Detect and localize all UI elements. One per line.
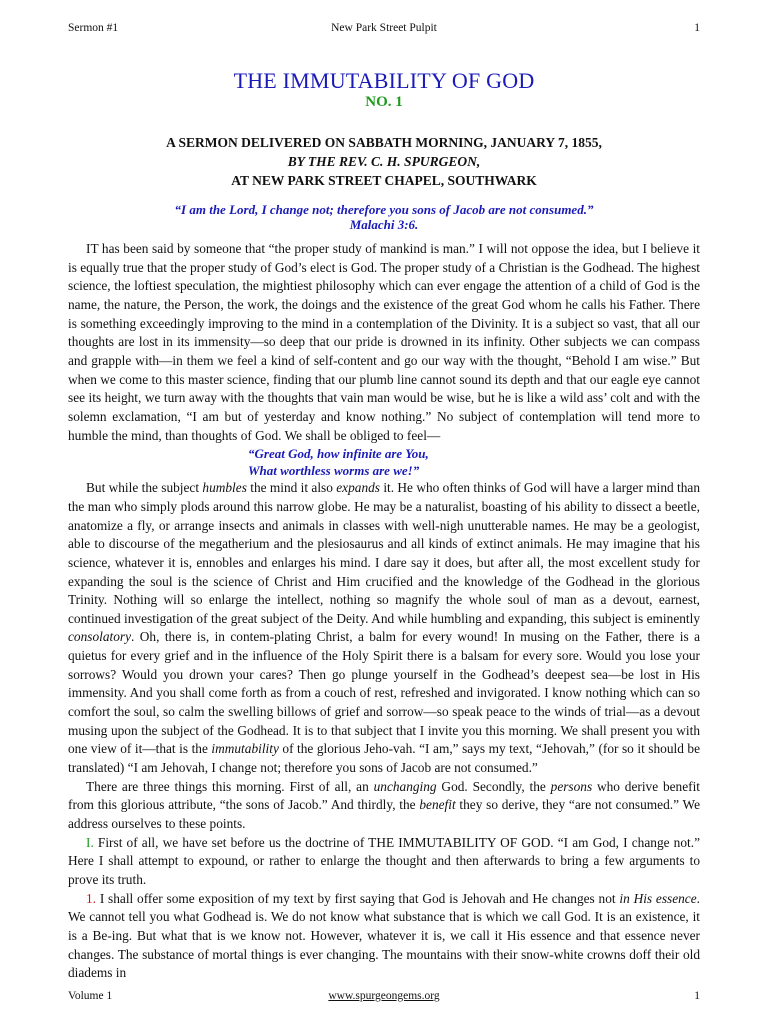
sermon-title: THE IMMUTABILITY OF GOD	[233, 68, 535, 93]
paragraph-2	[68, 479, 700, 778]
emphasis-essence: in His essence	[619, 890, 697, 906]
section-marker-roman: I.	[86, 834, 94, 850]
text-run: There are three things this morning. First of all, an	[86, 778, 374, 794]
running-header	[68, 22, 700, 38]
text-run: . Oh, there is, in contem-plating Christ, a balm for every wound! In musing on the Father, there is a quietus for every grief and in the influence of the Holy Spirit there is a balsam for every sore. Would you lose your sorrows? Would you drown your cares? Then go plunge yourself in the Godhead’s deepest sea—be lost in His immensity. And you shall come forth as from a couch of rest, refreshed and invigorated. I know nothing which can so comfort the soul, so calm the swelling billows of grief and sorrow—so speak peace to the winds of trial—as a devout musing upon the subject of the Godhead. It is to that subject that I invite you this morning. We shall present you with one view of it—that is the	[68, 629, 700, 757]
emphasis-expands: expands	[336, 480, 380, 496]
text-run: First of all, we have set before us the doctrine of THE IMMUTABILITY OF GOD. “I am God, I change not.” Here I shall attempt to expound, or rather to enlarge the thought and then afterwards to bring a few arguments to prove its truth.	[68, 834, 700, 887]
delivery-location: AT NEW PARK STREET CHAPEL, SOUTHWARK	[231, 173, 537, 188]
text-run: I shall offer some exposition of my text by first saying that God is Jehovah and He changes not	[96, 890, 620, 906]
poem-line-1: “Great God, how infinite are You,	[248, 446, 429, 462]
running-footer	[68, 990, 700, 1006]
text-run: . We cannot tell you what Godhead is. We do not know what substance that is which we call God. It is an existence, it is a Be-ing. But what that is we know not. However, whatever it is, we call it His essence and that essence never changes. The substance of mortal things is ever changing. The mountains with their snow-white crowns doff their old diadems in	[68, 890, 700, 981]
footer-volume: Volume 1	[68, 990, 113, 1002]
text-run: who derive benefit from this glorious attribute, “the sons of Jacob.” And thirdly, the	[68, 778, 700, 813]
header-publication: New Park Street Pulpit	[331, 22, 437, 34]
sermon-body	[68, 240, 700, 983]
footer-page-number: 1	[694, 990, 700, 1002]
sermon-number: NO. 1	[365, 94, 403, 110]
scripture-reference: Malachi 3:6.	[349, 217, 419, 232]
paragraph-3	[68, 778, 700, 834]
delivery-info	[68, 133, 700, 190]
poem-quote	[68, 445, 700, 479]
text-run: But while the subject	[86, 480, 203, 496]
emphasis-persons: persons	[550, 778, 593, 794]
header-page-number: 1	[694, 22, 700, 34]
text-run: they so derive, they “are not consumed.” We address ourselves to these points.	[68, 797, 700, 832]
emphasis-unchanging: unchanging	[373, 778, 437, 794]
emphasis-consolatory: consolatory	[68, 629, 132, 645]
delivery-date: A SERMON DELIVERED ON SABBATH MORNING, JANUARY 7, 1855,	[166, 135, 602, 150]
emphasis-humbles: humbles	[202, 480, 247, 496]
text-run: it. He who often thinks of God will have a larger mind than the man who simply plods around this narrow globe. He may be a naturalist, boasting of his ability to dissect a beetle, anatomize a fly, or arrange insects and animals in classes with well-nigh unutterable names. He may be a geologist, able to discourse of the megatherium and the plesiosaurus and all kinds of extinct animals. He may imagine that his science, whatever it is, ennobles and enlarges his mind. I dare say it does, but after all, the most excellent study for expanding the soul is the science of Christ and Him crucified and the knowledge of the Godhead in the glorious Trinity. Nothing will so enlarge the intellect, nothing so magnify the whole soul of man as a devout, earnest, continued investigation of the great subject of the Deity. And while humbling and expanding, this subject is eminently	[68, 480, 701, 626]
paragraph-4	[68, 834, 700, 890]
footer-website-link[interactable]: www.spurgeongems.org	[328, 990, 440, 1002]
document-page	[68, 0, 700, 1024]
poem-line-2: What worthless worms are we!”	[248, 463, 420, 479]
text-run: of the glorious Jeho-vah. “I am,” says my text, “Jehovah,” (for so it should be translated) “I am Jehovah, I change not; therefore you sons of Jacob are not consumed.”	[68, 741, 700, 776]
scripture-text	[68, 202, 700, 232]
delivery-preacher: BY THE REV. C. H. SPURGEON,	[287, 154, 481, 169]
text-run: God. Secondly, the	[436, 778, 551, 794]
header-sermon-number: Sermon #1	[68, 22, 119, 34]
emphasis-benefit: benefit	[419, 797, 456, 813]
section-marker-numeric: 1.	[86, 890, 97, 906]
text-run: the mind it also	[246, 480, 337, 496]
paragraph-1: IT has been said by someone that “the proper study of mankind is man.” I will not oppose the idea, but I believe it is equally true that the proper study of God’s elect is God. The proper study of a Christian is the Godhead. The highest science, the loftiest speculation, the mightiest philosophy which can ever engage the attention of a child of God is the name, the nature, the Person, the work, the doings and the existence of the great God whom he calls his Father. There is something exceedingly improving to the mind in a contemplation of the Divinity. It is a subject so vast, that all our thoughts are lost in its immensity—so deep that our pride is drowned in its infinity. Other subjects we can compass and grapple with—in them we feel a kind of self-content and go our way with the thought, “Behold I am wise.” But when we come to this master science, finding that our plumb line cannot sound its depth and that our eagle eye cannot see its height, we turn away with the thoughts that vain man would be wise, but he is like a wild ass’ colt and with the solemn exclamation, “I am but of yesterday and know nothing.” No subject of contemplation will tend more to humble the mind, than thoughts of God. We shall be obliged to feel—	[68, 241, 700, 443]
scripture-quote: “I am the Lord, I change not; therefore you sons of Jacob are not consumed.”	[174, 202, 594, 217]
emphasis-immutability: immutability	[211, 741, 279, 757]
paragraph-5	[68, 890, 700, 983]
